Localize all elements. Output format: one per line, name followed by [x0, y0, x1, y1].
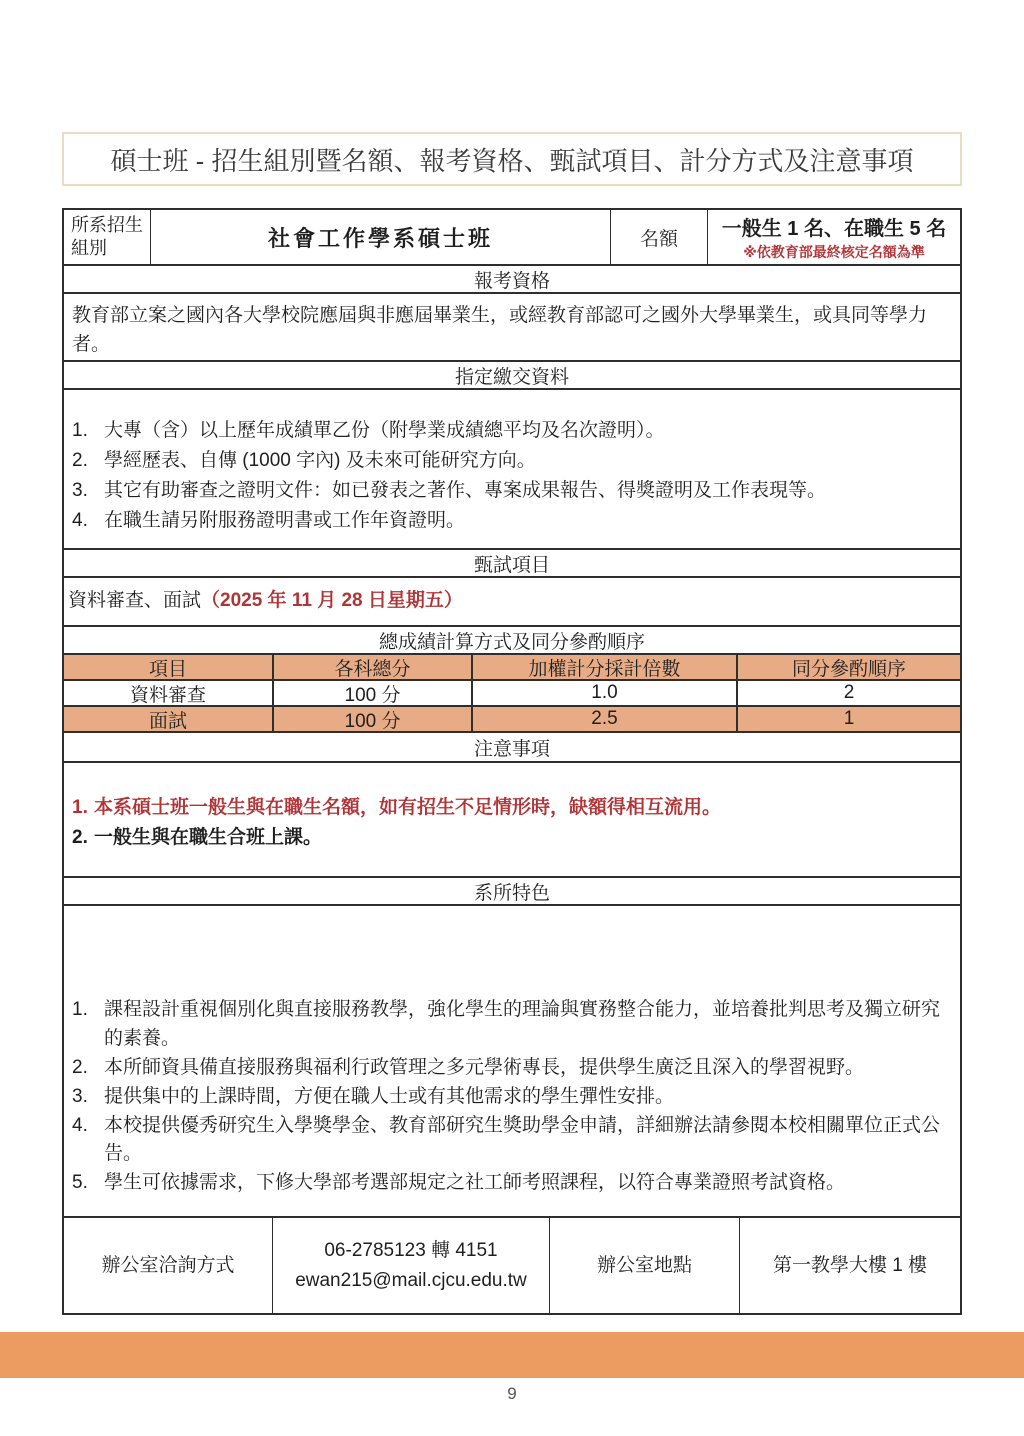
score-table-row — [64, 705, 960, 731]
program-name-cell: 社會工作學系碩士班 — [150, 210, 610, 264]
feature-item — [72, 1083, 952, 1112]
item-text: 提供集中的上課時間，方便在職人士或有其他需求的學生彈性安排。 — [104, 1085, 675, 1107]
program-header-row — [64, 210, 960, 264]
feature-item — [72, 996, 952, 1054]
office-location-value-cell — [739, 1218, 960, 1313]
score-cell: 100 分 — [272, 707, 471, 731]
feature-item — [72, 1112, 952, 1170]
contact-method-label-cell — [64, 1218, 272, 1313]
exam-methods: 資料審查、面試 — [68, 590, 202, 612]
score-col-header: 同分參酌順序 — [736, 655, 960, 679]
section-header-qualification: 報考資格 — [64, 264, 960, 292]
office-phone: 06-2785123 轉 4151 — [324, 1240, 498, 1262]
score-cell: 面試 — [148, 710, 187, 732]
office-email: ewan215@mail.cjcu.edu.tw — [295, 1269, 527, 1291]
item-number: 1. — [72, 420, 88, 441]
score-cell: 100 分 — [272, 681, 471, 705]
score-table — [64, 653, 960, 731]
contact-method-label: 辦公室洽詢方式 — [101, 1254, 235, 1276]
item-number: 2. — [72, 1056, 88, 1078]
page-title-box — [62, 132, 962, 186]
features-content — [64, 904, 960, 1216]
quota-value: 一般生 1 名、在職生 5 名 — [721, 218, 947, 240]
contact-method-value-cell — [272, 1218, 549, 1313]
item-text: 在職生請另附服務證明書或工作年資證明。 — [104, 510, 466, 532]
office-location-label-cell — [549, 1218, 739, 1313]
quota-value-cell — [707, 210, 960, 264]
item-number: 2. — [72, 827, 88, 849]
item-number: 3. — [72, 480, 88, 502]
score-cell: 1 — [736, 707, 960, 731]
section-header-features: 系所特色 — [64, 876, 960, 904]
score-cell: 2 — [736, 681, 960, 705]
score-table-header-row — [64, 653, 960, 679]
item-number: 4. — [72, 510, 88, 532]
feature-item — [72, 1054, 952, 1083]
admission-table — [62, 208, 962, 1315]
note-item — [72, 793, 952, 823]
office-contact-row — [64, 1216, 960, 1313]
section-header-notes: 注意事項 — [64, 731, 960, 761]
score-col-header: 加權計分採計倍數 — [471, 655, 736, 679]
item-text: 一般生與在職生合班上課。 — [94, 827, 323, 849]
page-title: 碩士班 - 招生組別暨名額、報考資格、甄試項目、計分方式及注意事項 — [110, 145, 914, 176]
item-number: 1. — [72, 797, 88, 818]
qualification-content: 教育部立案之國內各大學校院應屆與非應屆畢業生，或經教育部認可之國外大學畢業生，或具同等學力者。 — [64, 292, 960, 360]
document-content — [62, 132, 962, 1315]
item-text: 本系碩士班一般生與在職生名額，如有招生不足情形時，缺額得相互流用。 — [94, 797, 722, 818]
note-item — [72, 823, 952, 853]
document-item — [72, 506, 952, 536]
item-number: 5. — [72, 1172, 88, 1194]
item-number: 1. — [72, 999, 88, 1020]
item-text: 本校提供優秀研究生入學獎學金、教育部研究生獎助學金申請，詳細辦法請參閱本校相關單位正式公告。 — [104, 1114, 941, 1165]
item-text: 本所師資具備直接服務與福利行政管理之多元學術專長，提供學生廣泛且深入的學習視野。 — [104, 1056, 865, 1078]
item-number: 2. — [72, 450, 88, 472]
section-header-exam: 甄試項目 — [64, 548, 960, 576]
item-text: 學經歷表、自傳 (1000 字內) 及未來可能研究方向。 — [104, 450, 536, 472]
quota-note: ※依教育部最終核定名額為準 — [743, 244, 925, 260]
score-cell: 1.0 — [471, 681, 736, 705]
score-table-row — [64, 679, 960, 705]
group-label-cell: 所系招生組別 — [71, 214, 143, 258]
section-header-documents: 指定繳交資料 — [64, 360, 960, 388]
page-number: 9 — [507, 1384, 517, 1403]
office-location-label: 辦公室地點 — [596, 1254, 692, 1276]
document-item — [72, 446, 952, 476]
exam-content — [64, 576, 960, 625]
item-number: 4. — [72, 1114, 88, 1136]
document-item — [72, 476, 952, 506]
documents-content — [64, 388, 960, 548]
score-col-header: 項目 — [148, 658, 187, 680]
document-item — [72, 416, 952, 446]
score-cell: 2.5 — [471, 707, 736, 731]
item-text: 大專（含）以上歷年成績單乙份（附學業成績總平均及名次證明）。 — [104, 420, 665, 441]
score-cell: 資料審查 — [129, 684, 206, 706]
footer-accent-bar — [0, 1332, 1024, 1378]
item-number: 3. — [72, 1085, 88, 1107]
score-col-header: 各科總分 — [272, 655, 471, 679]
office-location-value: 第一教學大樓 1 樓 — [772, 1254, 928, 1276]
notes-content — [64, 761, 960, 876]
feature-item — [72, 1169, 952, 1198]
item-text: 課程設計重視個別化與直接服務教學，強化學生的理論與實務整合能力，並培養批判思考及獨立研究的素養。 — [104, 999, 941, 1049]
section-header-score: 總成績計算方式及同分參酌順序 — [64, 625, 960, 653]
item-text: 學生可依據需求，下修大學部考選部規定之社工師考照課程，以符合專業證照考試資格。 — [104, 1172, 846, 1194]
quota-label-cell: 名額 — [610, 210, 707, 264]
item-text: 其它有助審查之證明文件：如已發表之著作、專案成果報告、得獎證明及工作表現等。 — [104, 480, 827, 502]
exam-date: （2025 年 11 月 28 日星期五） — [201, 590, 463, 612]
